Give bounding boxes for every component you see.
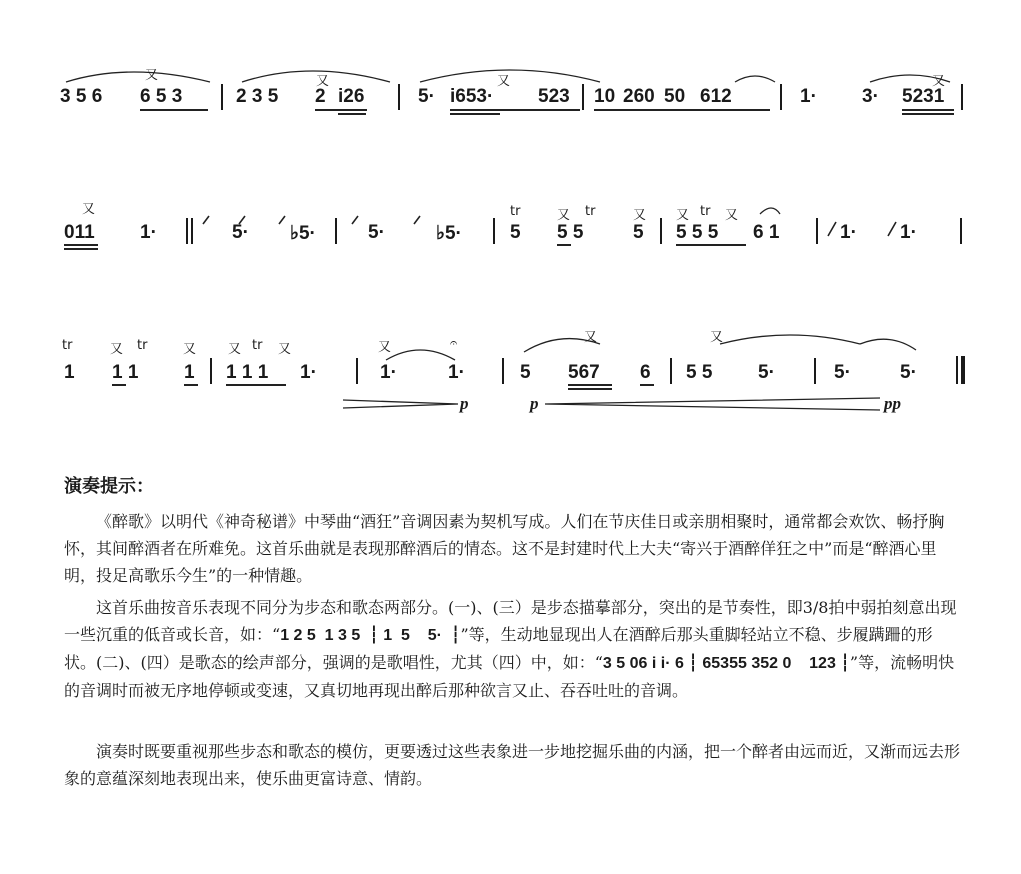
bar-line	[502, 358, 504, 384]
trill-mark: tr	[62, 338, 73, 353]
beam	[226, 384, 286, 386]
you-mark: 又	[316, 74, 330, 89]
you-mark: 又	[228, 342, 242, 357]
note-group: 5 5	[686, 362, 713, 383]
beam	[568, 388, 612, 390]
note-group: 3 5 6	[60, 86, 103, 107]
tips-p2-text-c: ”等，流畅明快的音调时而被无序地停顿或变速，又真切地再现出醉后那种欲言又止、吞吞吐吐的音调。	[64, 653, 955, 700]
tips-p2	[64, 594, 964, 704]
note-group: 1 1 1	[226, 362, 269, 383]
trill-mark: tr	[137, 338, 148, 353]
note-group: i26	[338, 86, 365, 107]
slurs-line-3	[0, 0, 1021, 420]
bar-line	[210, 358, 212, 384]
trill-mark: tr	[510, 204, 521, 219]
note-group: 3·	[862, 86, 879, 107]
note-group: 1·	[840, 222, 857, 243]
note-group: i653·	[450, 86, 494, 107]
you-mark: 又	[82, 202, 96, 217]
note-group: 5 5 5	[676, 222, 719, 243]
bar-line	[814, 358, 816, 384]
notation-example-2: 3 5 06 i i· 6 ┆ 65355 352 0 123 ┆	[602, 655, 850, 672]
note-group: ♭5·	[290, 223, 316, 244]
tips-p1: 《醉歌》以明代《神奇秘谱》中琴曲“酒狂”音调因素为契机写成。人们在节庆佳日或亲朋相聚时，通常都会欢饮、畅抒胸怀，其间醉酒者在所难免。这首乐曲就是表现那醉酒后的情态。这不是封建时代上大夫“寄兴于酒醉佯狂之中”而是“醉酒心里明，投足高歌乐今生”的一种情趣。	[64, 512, 945, 585]
dynamic-p: p	[460, 394, 469, 413]
note-group: 2	[315, 86, 326, 107]
tips-p2-text-b: ”等，生动地显现出人在酒醉后那头重脚轻站立不稳、步履蹒跚的形状。(二)、(四）是歌态的绘声部分，强调的是歌唱性，尤其（四）中，如：“	[64, 625, 933, 672]
note-group: 1·	[800, 86, 817, 107]
note-group: 5·	[232, 222, 249, 243]
you-mark: 又	[584, 330, 598, 345]
note-group: 523	[538, 86, 570, 107]
tips-p3: 演奏时既要重视那些步态和歌态的模仿，更要透过这些表象进一步地挖掘乐曲的内涵，把一个醉者由远而近，又渐而远去形象的意蕴深刻地表现出来，使乐曲更富诗意、情韵。	[64, 742, 961, 788]
trill-mark: tr	[252, 338, 263, 353]
you-mark: 又	[278, 342, 292, 357]
note-group: 5·	[758, 362, 775, 383]
beam	[568, 384, 612, 386]
you-mark: 又	[183, 342, 197, 357]
note-group: 5·	[900, 362, 917, 383]
bar-line	[356, 358, 358, 384]
note-group: 612	[700, 86, 732, 107]
note-group: 1	[184, 362, 195, 383]
note-group: 6 5 3	[140, 86, 183, 107]
dynamic-pp: pp	[884, 394, 901, 413]
tips-paragraph-2	[64, 594, 964, 704]
bar-line	[670, 358, 672, 384]
note-group: 5231	[902, 86, 945, 107]
final-bar-line	[956, 356, 958, 384]
note-group: 5·	[418, 86, 435, 107]
fermata-icon: 𝄐	[450, 336, 458, 351]
notation-example-1: 1 2 5 1 3 5 ┆ 1 5 5· ┆	[280, 627, 461, 644]
you-mark: 又	[676, 208, 690, 223]
note-group: 5	[633, 222, 644, 243]
you-mark: 又	[932, 74, 946, 89]
you-mark: 又	[378, 340, 392, 355]
you-mark: 又	[145, 68, 159, 83]
note-group: 50	[664, 86, 686, 107]
trill-mark: tr	[585, 204, 596, 219]
you-mark: 又	[557, 208, 571, 223]
note-group: 2 3 5	[236, 86, 279, 107]
note-group: 1·	[380, 362, 397, 383]
note-group: 1·	[448, 362, 465, 383]
beam	[184, 384, 198, 386]
note-group: 6 1	[753, 222, 780, 243]
you-mark: 又	[633, 208, 647, 223]
note-group: 5	[510, 222, 521, 243]
you-mark: 又	[497, 74, 511, 89]
tips-paragraph-3	[64, 738, 964, 792]
beam	[640, 384, 654, 386]
note-group: 5·	[368, 222, 385, 243]
note-group: 1 1	[112, 362, 139, 383]
you-mark: 又	[710, 330, 724, 345]
you-mark: 又	[725, 208, 739, 223]
note-group: 6	[640, 362, 651, 383]
trill-mark: tr	[700, 204, 711, 219]
note-group: 1	[64, 362, 75, 383]
note-group: 5·	[834, 362, 851, 383]
note-group: ♭5·	[436, 223, 462, 244]
tips-paragraph-1	[64, 508, 964, 589]
note-group: 1·	[140, 222, 157, 243]
dynamic-p: p	[530, 394, 539, 413]
note-group: 5	[520, 362, 531, 383]
tips-p2-text-a: 这首乐曲按音乐表现不同分为步态和歌态两部分。(一)、(三）是步态描摹部分，突出的是节奏性，即3/8拍中弱拍刻意出现一些沉重的低音或长音，如：“	[64, 598, 957, 644]
note-group: 10	[594, 86, 616, 107]
note-group: 1·	[300, 362, 317, 383]
note-group: 260	[623, 86, 655, 107]
note-group: 011	[64, 222, 95, 243]
final-bar-line	[961, 356, 965, 384]
you-mark: 又	[110, 342, 124, 357]
note-group: 1·	[900, 222, 917, 243]
note-group: 567	[568, 362, 600, 383]
note-group: 5 5	[557, 222, 584, 243]
beam	[112, 384, 126, 386]
tips-heading: 演奏提示：	[64, 476, 154, 497]
